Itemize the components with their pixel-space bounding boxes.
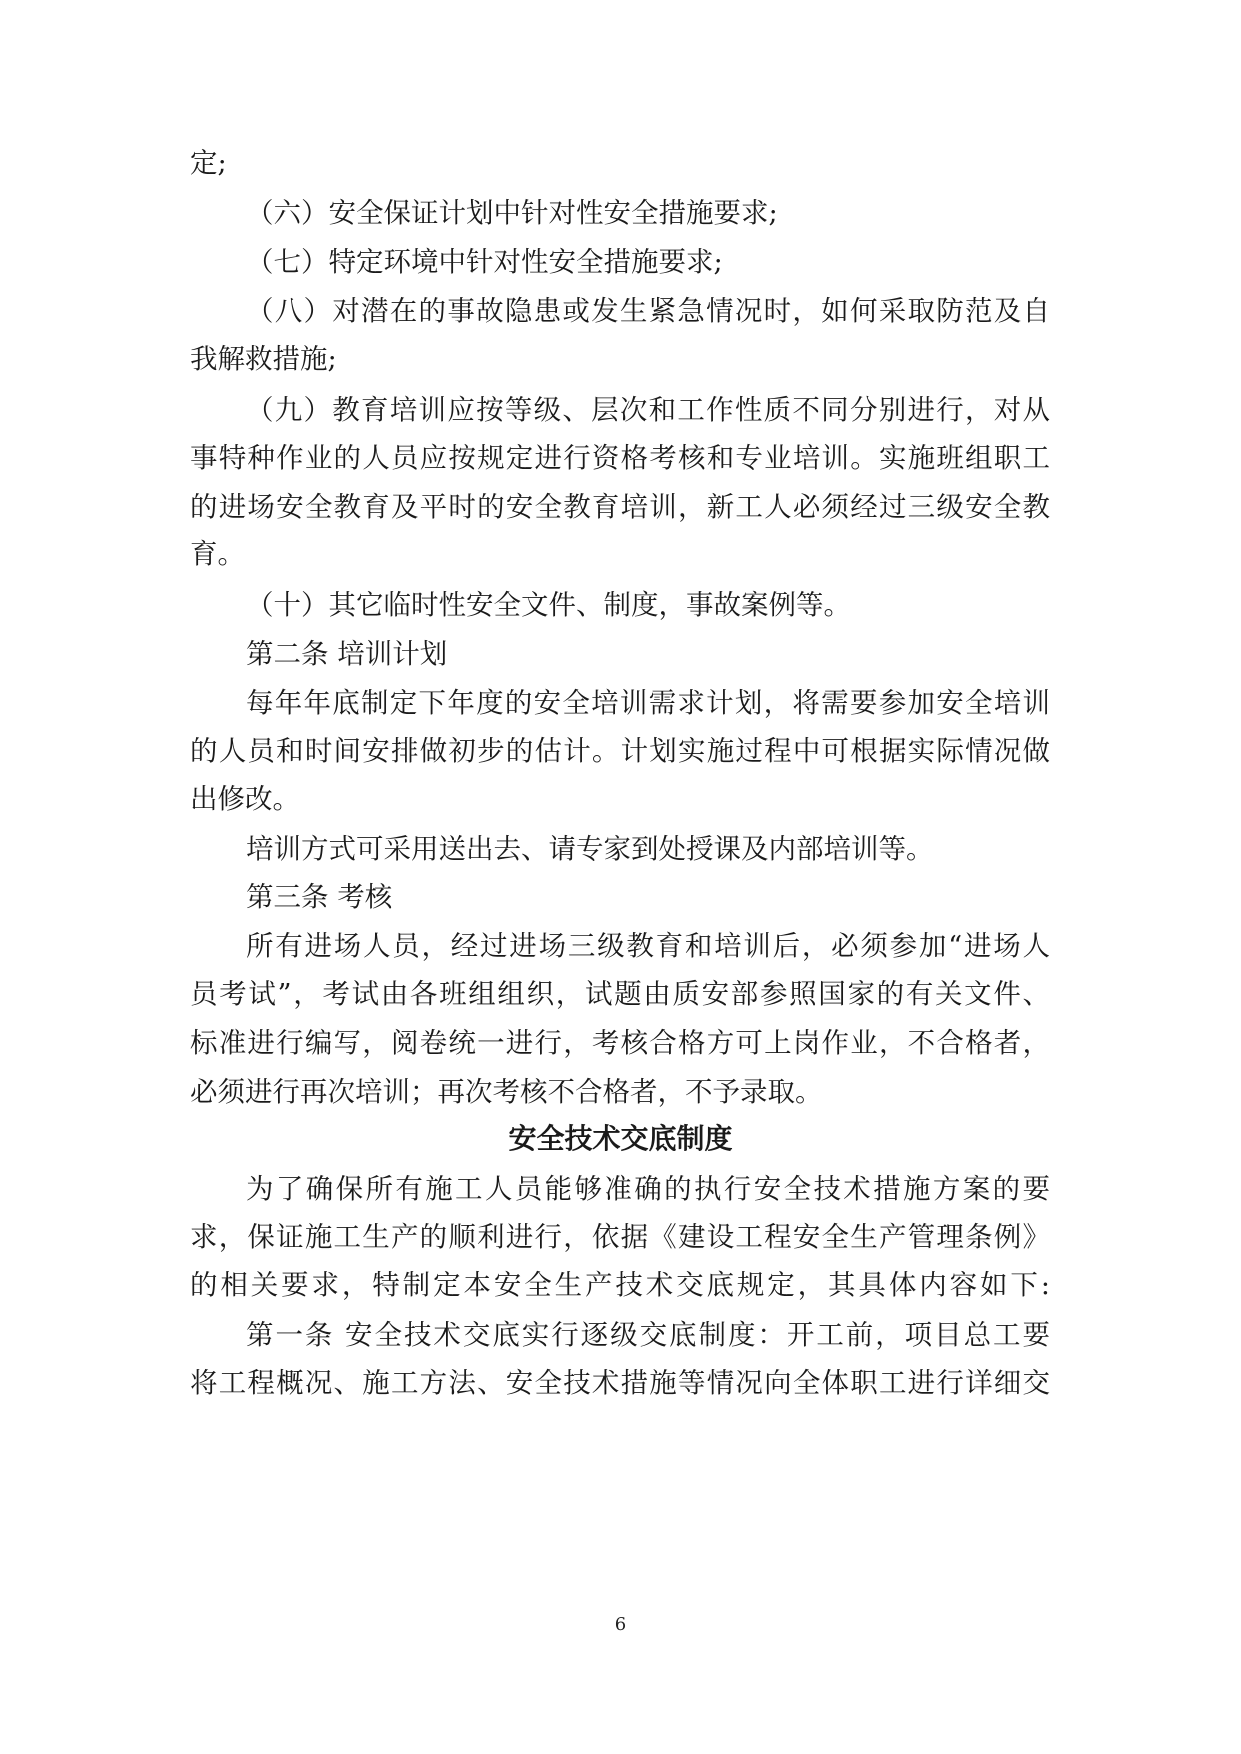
text-line: 的相关要求，特制定本安全生产技术交底规定，其具体内容如下: <box>190 1269 1050 1301</box>
text-line: 的人员和时间安排做初步的估计。计划实施过程中可根据实际情况做 <box>190 735 1050 767</box>
text-line: （八）对潜在的事故隐患或发生紧急情况时，如何采取防范及自 <box>246 295 1050 327</box>
section-title: 安全技术交底制度 <box>508 1122 733 1155</box>
text-line: 为了确保所有施工人员能够准确的执行安全技术措施方案的要 <box>246 1173 1050 1205</box>
text-line: 定; <box>190 147 227 179</box>
text-line: （九）教育培训应按等级、层次和工作性质不同分别进行，对从 <box>246 394 1050 426</box>
section-heading: 第二条 培训计划 <box>246 638 448 670</box>
page-number: 6 <box>614 1614 627 1635</box>
text-line: 所有进场人员，经过进场三级教育和培训后，必须参加“进场人 <box>246 930 1050 962</box>
text-line: 我解救措施; <box>190 343 337 375</box>
text-line: 育。 <box>190 538 245 570</box>
section-heading: 第三条 考核 <box>246 881 393 913</box>
text-line: 每年年底制定下年度的安全培训需求计划，将需要参加安全培训 <box>246 687 1050 719</box>
text-line: 第一条 安全技术交底实行逐级交底制度：开工前，项目总工要 <box>246 1319 1050 1351</box>
text-line: （十）其它临时性安全文件、制度，事故案例等。 <box>246 589 851 621</box>
text-line: 求，保证施工生产的顺利进行，依据《建设工程安全生产管理条例》 <box>190 1221 1050 1253</box>
text-line: 培训方式可采用送出去、请专家到处授课及内部培训等。 <box>246 833 934 865</box>
text-line: 出修改。 <box>190 783 300 815</box>
text-line: （七）特定环境中针对性安全措施要求; <box>246 246 723 278</box>
text-line: 员考试”，考试由各班组组织，试题由质安部参照国家的有关文件、 <box>190 978 1050 1010</box>
text-line: 必须进行再次培训；再次考核不合格者，不予录取。 <box>190 1076 823 1108</box>
text-line: 标准进行编写，阅卷统一进行，考核合格方可上岗作业，不合格者， <box>190 1027 1050 1059</box>
text-line: 的进场安全教育及平时的安全教育培训，新工人必须经过三级安全教 <box>190 491 1050 523</box>
text-line: 事特种作业的人员应按规定进行资格考核和专业培训。实施班组职工 <box>190 442 1050 474</box>
text-line: （六）安全保证计划中针对性安全措施要求; <box>246 197 778 229</box>
text-line: 将工程概况、施工方法、安全技术措施等情况向全体职工进行详细交 <box>190 1367 1050 1399</box>
